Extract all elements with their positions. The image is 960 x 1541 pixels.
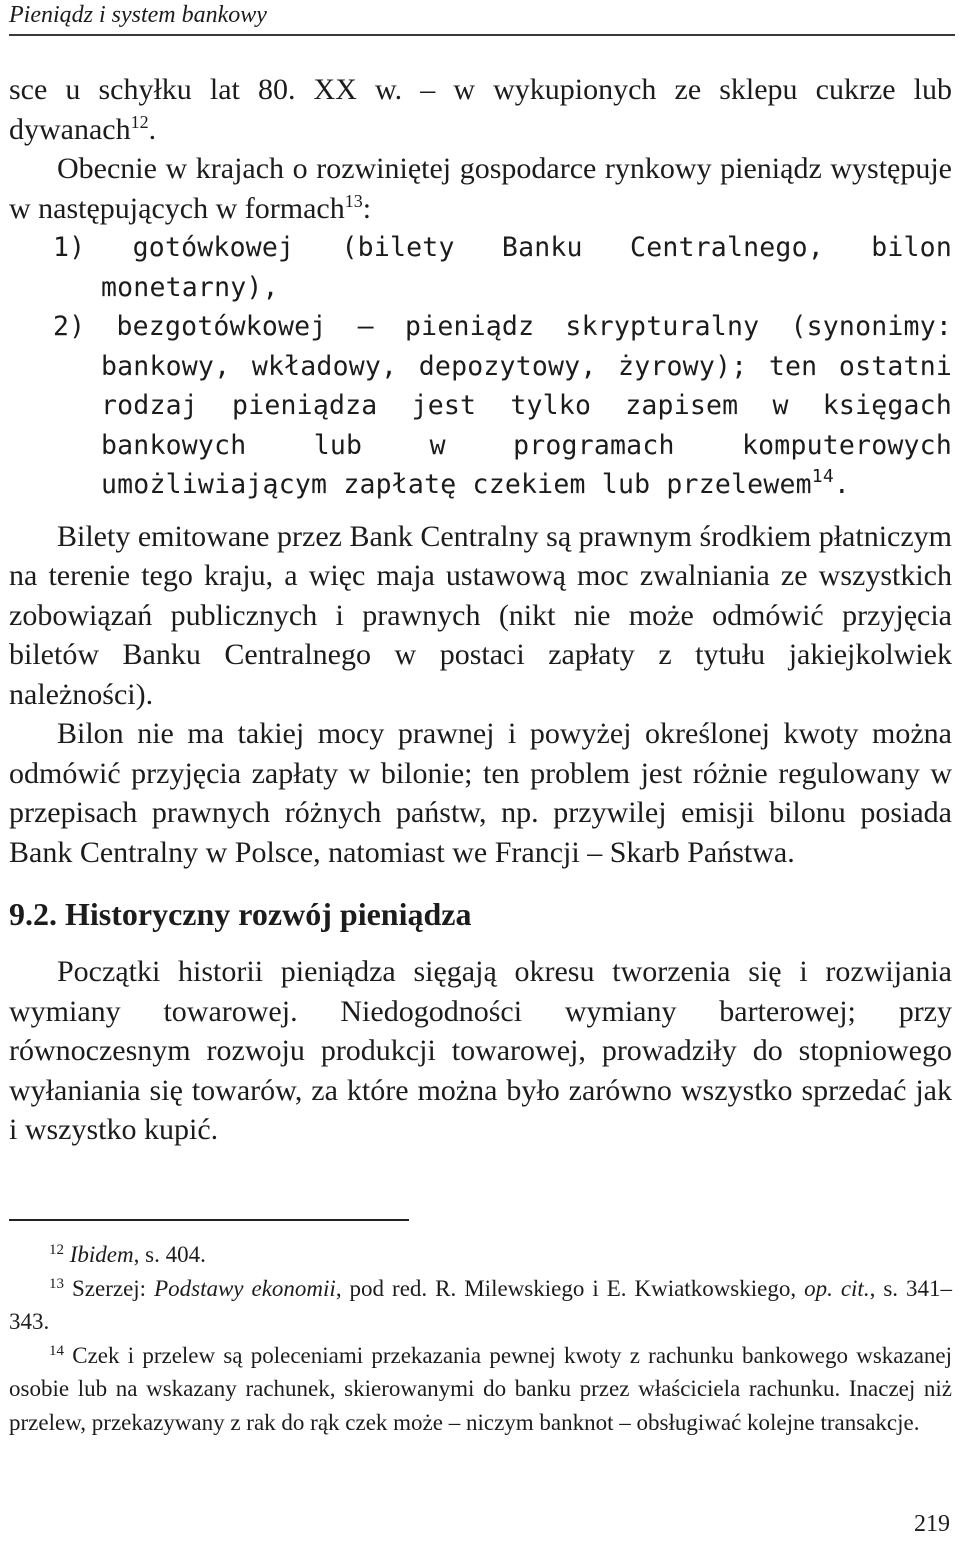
paragraph-banknotes: Bilety emitowane przez Bank Centralny są prawnym środkiem płatniczym na terenie tego kraju, a więc maja ustawową moc zwalniania ze wszystkich zobowiązań publicznych i prawnych (nikt nie może odmówić przyjęcia biletów Banku Centralnego w postaci zapłaty z tytułu jakiejkolwiek należności). (9, 519, 952, 711)
paragraph-coins: Bilon nie ma takiej mocy prawnej i powyżej określonej kwoty można odmówić przyjęcia zapłaty w bilonie; ten problem jest różnie regulowany w przepisach prawnych różnych państw, np. przywilej emisji bilonu posiada Bank Centralny w Polsce, natomiast we Francji – Skarb Państwa. (9, 717, 952, 869)
page-number: 219 (914, 1511, 950, 1537)
footnote-text: , pod red. R. Milewskiego i E. Kwiatkowskiego, (335, 1275, 805, 1301)
footnote-number: 13 (49, 1275, 64, 1292)
footnote-ref-12[interactable]: 12 (130, 111, 149, 132)
footnote-14 (9, 1339, 952, 1440)
footnotes (9, 1238, 952, 1439)
paragraph-continued (9, 70, 952, 149)
punctuation: : (362, 191, 372, 225)
list-item-cash: 1) gotówkowej (bilety Banku Centralnego, bilon monetarny), (53, 232, 952, 303)
footnote-12 (9, 1238, 952, 1272)
footnote-text: , s. 404. (133, 1242, 206, 1267)
paragraph-text: sce u schyłku lat 80. XX w. – w wykupionych ze sklepu cukrze lub dywanach (9, 73, 952, 146)
running-header (9, 0, 955, 36)
spacer (9, 505, 952, 517)
footnote-text: , s. 341–343. (9, 1275, 953, 1334)
footnote-italic: op. cit. (804, 1275, 870, 1301)
list-item-cashless (9, 307, 952, 505)
section-heading: 9.2. Historyczny rozwój pieniądza (9, 896, 472, 932)
running-title: Pieniądz i system bankowy (9, 2, 267, 28)
list-item-text: 2) bezgotówkowej – pieniądz skrypturalny (synonimy: bankowy, wkładowy, depozytowy, żyrowy); ten ostatni rodzaj pieniądza jest tylko zapisem w księgach bankowych lub w programach komputerowych umożliwiającym zapłatę czekiem lub przelewem (53, 311, 952, 500)
footnote-text: Szerzej: (72, 1275, 155, 1301)
footnote-ref-13[interactable]: 13 (344, 190, 363, 211)
punctuation: . (833, 469, 851, 500)
paragraph-forms-intro (9, 149, 952, 228)
punctuation: . (148, 112, 157, 146)
footnote-italic: Podstawy ekonomii (154, 1275, 336, 1301)
footnote-italic: Ibidem (69, 1242, 134, 1267)
main-text (9, 70, 952, 1150)
footnote-number: 12 (49, 1242, 64, 1258)
paragraph-history: Początki historii pieniądza sięgają okresu tworzenia się i rozwijania wymiany towarowej. Niedogodności wymiany barterowej; przy równoczesnym rozwoju produkcji towarowej, prowadziły do stopniowego wyłaniania się towarów, za które można było zarówno wszystko sprzedać jak i wszystko kupić. (9, 955, 952, 1146)
footnote-separator (9, 1219, 409, 1221)
footnote-13 (9, 1272, 952, 1339)
footnote-number: 14 (49, 1342, 64, 1359)
footnote-ref-14[interactable]: 14 (811, 466, 834, 487)
paragraph-text: Obecnie w krajach o rozwiniętej gospodarce rynkowy pieniądz występuje w następujących w formach (9, 152, 952, 225)
footnote-text: Czek i przelew są poleceniami przekazania pewnej kwoty z rachunku bankowego wskazanej osobie lub na wskazany rachunek, skierowanymi do banku przez właściciela rachunku. Inaczej niż przelew, przekazywany z rak do rąk czek może – niczym banknot – obsługiwać kolejne transakcje. (9, 1342, 952, 1435)
